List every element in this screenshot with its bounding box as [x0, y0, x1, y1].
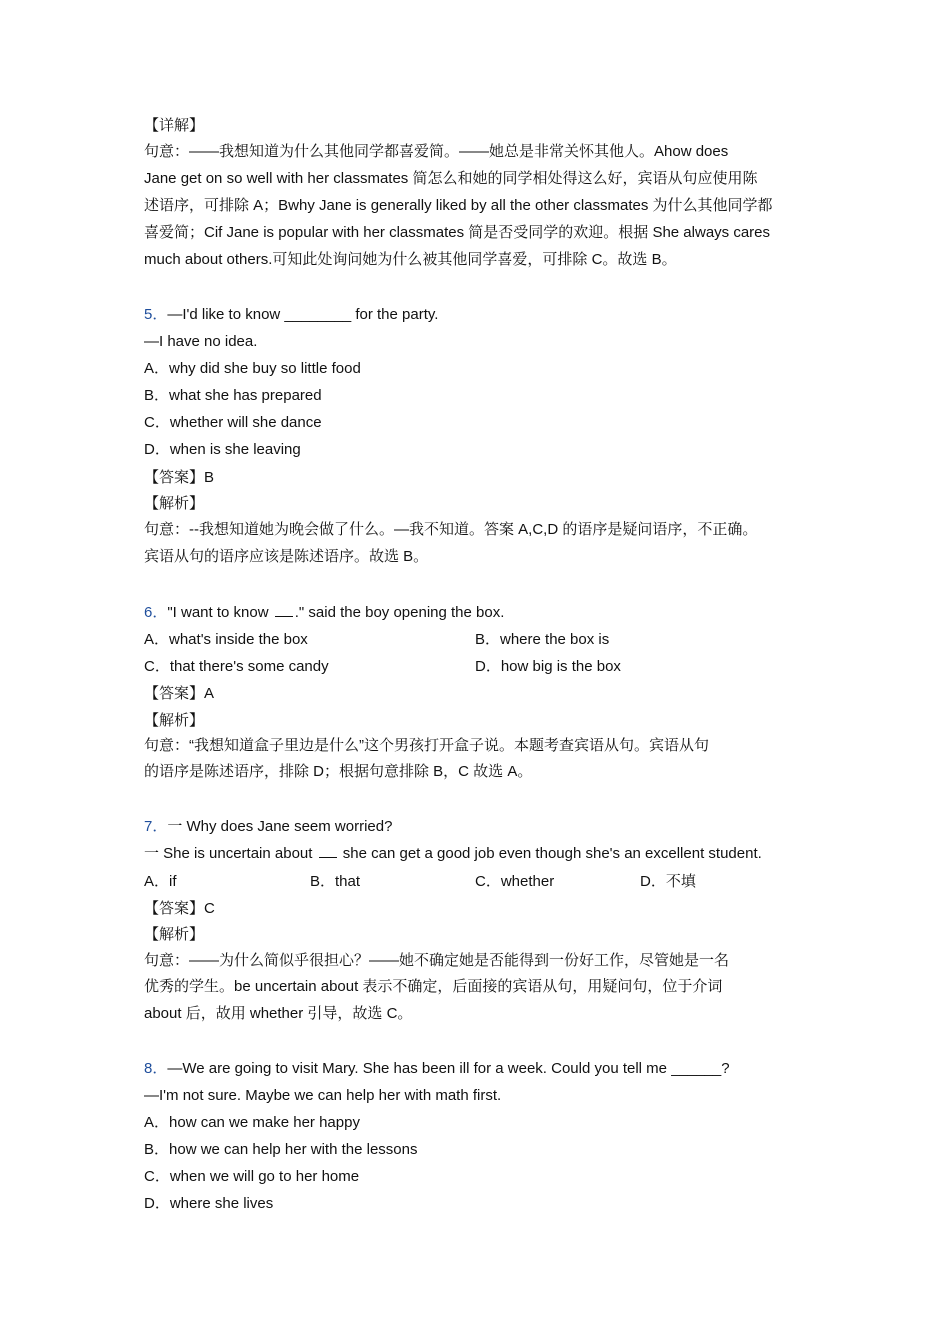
- analysis-heading: 【解析】: [144, 495, 205, 512]
- analysis-line: 句意：--我想知道她为晚会做了什么。—我不知道。答案 A,C,D 的语序是疑问语序，不正确。: [144, 521, 758, 538]
- option-c: C．when we will go to her home: [144, 1168, 360, 1185]
- analysis-line: 优秀的学生。be uncertain about 表示不确定，后面接的宾语从句，用疑问句，位于介词: [144, 978, 723, 995]
- option-b: B．what she has prepared: [144, 387, 322, 404]
- question-text-before: "I want to know: [167, 604, 269, 621]
- explanation-line: 述语序，可排除 A；Bwhy Jane is generally liked by all the other classmates 为什么其他同学都: [144, 197, 773, 214]
- question-7-line2: [144, 844, 762, 864]
- analysis-line: about 后，故用 whether 引导，故选 C。: [144, 1005, 413, 1022]
- question-8-stem: [144, 1059, 730, 1079]
- question-text-before: 一 She is uncertain about: [144, 845, 313, 862]
- answer-label: 【答案】B: [144, 469, 215, 486]
- explanation-line: Jane get on so well with her classmates 简怎么和她的同学相处得这么好，宾语从句应使用陈: [144, 170, 758, 187]
- option-d: D．不填: [640, 873, 696, 890]
- explanation-heading: 【详解】: [144, 117, 205, 134]
- answer-blank: [275, 604, 293, 617]
- analysis-line: 句意：——为什么简似乎很担心？——她不确定她是否能得到一份好工作，尽管她是一名: [144, 952, 730, 969]
- answer-label: 【答案】C: [144, 900, 215, 917]
- question-5-reply: —I have no idea.: [144, 333, 258, 350]
- option-a: A．if: [144, 873, 177, 890]
- option-b: B．where the box is: [475, 631, 610, 648]
- option-c: C．that there's some candy: [144, 658, 329, 675]
- option-d: D．where she lives: [144, 1195, 274, 1212]
- option-b: B．how we can help her with the lessons: [144, 1141, 418, 1158]
- question-text: —We are going to visit Mary. She has been ill for a week. Could you tell me ______?: [167, 1060, 730, 1077]
- question-6-stem: [144, 603, 504, 623]
- question-8-reply: —I'm not sure. Maybe we can help her with math first.: [144, 1087, 502, 1104]
- analysis-line: 的语序是陈述语序，排除 D；根据句意排除 B，C 故选 A。: [144, 763, 533, 780]
- question-number: 5．: [144, 306, 168, 323]
- analysis-heading: 【解析】: [144, 712, 205, 729]
- option-d: D．when is she leaving: [144, 441, 301, 458]
- option-c: C．whether: [475, 873, 555, 890]
- explanation-line: much about others.可知此处询问她为什么被其他同学喜爱，可排除 C。故选 B。: [144, 251, 677, 268]
- option-d: D．how big is the box: [475, 658, 621, 675]
- option-a: A．how can we make her happy: [144, 1114, 360, 1131]
- option-a: A．what's inside the box: [144, 631, 308, 648]
- question-5-stem: [144, 305, 438, 325]
- question-text: —I'd like to know ________ for the party.: [167, 306, 439, 323]
- option-c: C．whether will she dance: [144, 414, 322, 431]
- option-a: A．why did she buy so little food: [144, 360, 361, 377]
- question-number: 6．: [144, 604, 168, 621]
- explanation-line: 句意：——我想知道为什么其他同学都喜爱简。——她总是非常关怀其他人。Ahow does: [144, 143, 729, 160]
- question-7-stem: [144, 817, 392, 837]
- analysis-line: 句意：“我想知道盒子里边是什么”这个男孩打开盒子说。本题考查宾语从句。宾语从句: [144, 737, 709, 754]
- question-text-after: she can get a good job even though she's an excellent student.: [342, 845, 762, 862]
- explanation-line: 喜爱简；Cif Jane is popular with her classmates 简是否受同学的欢迎。根据 She always cares: [144, 224, 771, 241]
- question-number: 7．: [144, 818, 168, 835]
- analysis-heading: 【解析】: [144, 926, 205, 943]
- answer-blank: [319, 845, 337, 858]
- answer-label: 【答案】A: [144, 685, 215, 702]
- question-number: 8．: [144, 1060, 168, 1077]
- option-b: B．that: [310, 873, 361, 890]
- question-text: 一 Why does Jane seem worried?: [167, 818, 393, 835]
- analysis-line: 宾语从句的语序应该是陈述语序。故选 B。: [144, 548, 429, 565]
- question-text-after: ." said the boy opening the box.: [294, 604, 505, 621]
